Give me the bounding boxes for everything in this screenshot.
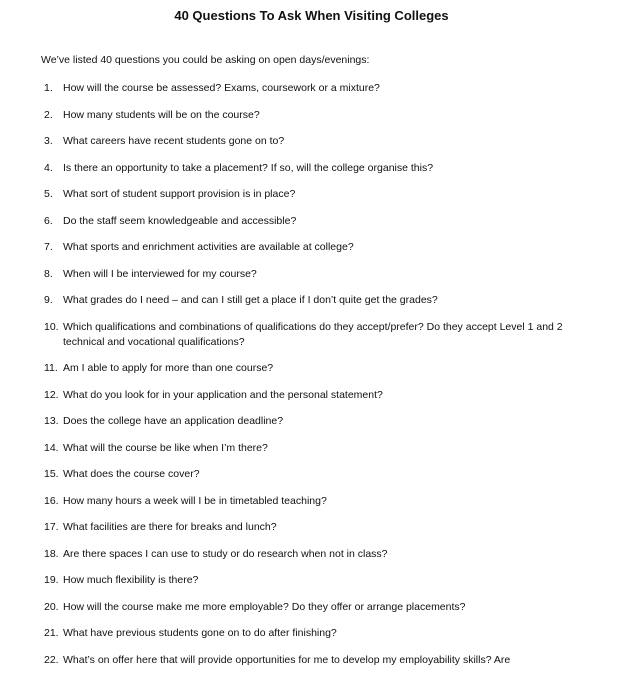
list-item [0, 520, 623, 547]
question-text: What have previous students gone on to do after finishing? [63, 627, 337, 639]
question-text: Which qualifications and combinations of qualifications do they accept/prefer? Do they accept Level 1 and 2 technical and vocational qualifications? [63, 320, 563, 348]
list-item [0, 653, 623, 675]
item-number: 2. [44, 108, 53, 121]
list-item [0, 108, 623, 135]
question-text: How much flexibility is there? [63, 574, 199, 586]
list-item [0, 161, 623, 188]
list-item [0, 187, 623, 214]
question-text: What do you look for in your application and the personal statement? [63, 388, 383, 401]
question-text: How many hours a week will I be in timetabled teaching? [63, 494, 327, 507]
question-text: What facilities are there for breaks and lunch? [63, 521, 277, 533]
item-number: 18. [44, 547, 59, 560]
list-item [0, 214, 623, 241]
list-item [0, 467, 623, 494]
question-text: What grades do I need – and can I still get a place if I don’t quite get the grades? [63, 294, 438, 306]
item-number: 21. [44, 627, 59, 639]
question-text: What will the course be like when I’m there? [63, 441, 268, 454]
list-item [0, 494, 623, 521]
document-title: 40 Questions To Ask When Visiting Colleges [174, 8, 449, 23]
item-number: 10. [44, 320, 59, 333]
item-number: 5. [44, 188, 53, 200]
item-number: 17. [44, 521, 59, 533]
item-number: 4. [44, 161, 53, 174]
item-number: 20. [44, 600, 59, 613]
list-item [0, 267, 623, 294]
list-item [0, 573, 623, 600]
item-number: 12. [44, 388, 59, 401]
question-text: When will I be interviewed for my course? [63, 267, 257, 280]
list-item [0, 134, 623, 161]
question-text: Are there spaces I can use to study or do research when not in class? [63, 547, 388, 560]
list-item [0, 600, 623, 627]
question-text: What does the course cover? [63, 468, 200, 480]
item-number: 8. [44, 267, 53, 280]
item-number: 6. [44, 214, 53, 227]
list-item [0, 547, 623, 574]
item-number: 19. [44, 574, 59, 586]
list-item [0, 81, 623, 108]
question-text: Am I able to apply for more than one course? [63, 362, 274, 374]
question-text: What’s on offer here that will provide opportunities for me to develop my employability skills? Are [63, 653, 511, 666]
question-text: Does the college have an application deadline? [63, 415, 284, 427]
list-item [0, 626, 623, 653]
item-number: 13. [44, 415, 59, 427]
list-item [0, 441, 623, 468]
list-item [0, 414, 623, 441]
list-item [0, 240, 623, 267]
item-number: 1. [44, 82, 53, 94]
list-item [0, 320, 623, 362]
list-item [0, 361, 623, 388]
questions-list [0, 81, 623, 675]
item-number: 11. [44, 362, 58, 374]
item-number: 16. [44, 494, 59, 507]
item-number: 3. [44, 135, 53, 147]
question-text: How will the course make me more employable? Do they offer or arrange placements? [63, 600, 466, 613]
item-number: 22. [44, 653, 59, 666]
item-number: 14. [44, 441, 59, 454]
question-text: What sports and enrichment activities are available at college? [63, 241, 354, 253]
question-text: What careers have recent students gone on to? [63, 135, 285, 147]
item-number: 9. [44, 294, 53, 306]
item-number: 15. [44, 468, 59, 480]
question-text: What sort of student support provision is in place? [63, 188, 296, 200]
question-text: How many students will be on the course? [63, 108, 260, 121]
list-item [0, 293, 623, 320]
question-text: Is there an opportunity to take a placement? If so, will the college organise this? [63, 161, 434, 174]
question-text: Do the staff seem knowledgeable and accessible? [63, 214, 297, 227]
item-number: 7. [44, 241, 53, 253]
list-item [0, 388, 623, 415]
intro-text: We’ve listed 40 questions you could be asking on open days/evenings: [41, 54, 370, 66]
question-text: How will the course be assessed? Exams, coursework or a mixture? [63, 82, 380, 94]
